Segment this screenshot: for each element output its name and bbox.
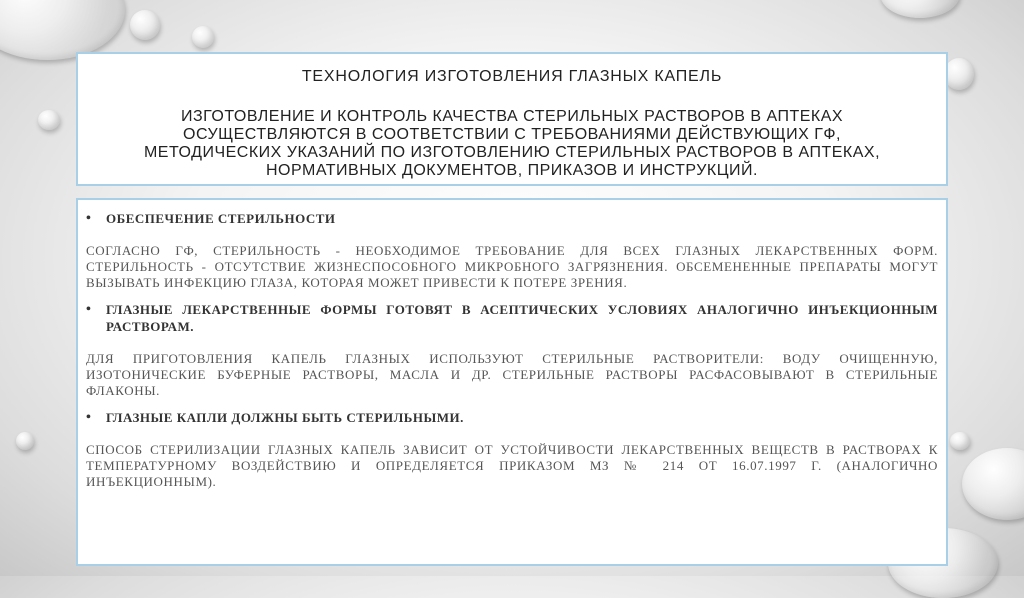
slide-title-box <box>76 52 948 186</box>
bullet-text: ГЛАЗНЫЕ ЛЕКАРСТВЕННЫЕ ФОРМЫ ГОТОВЯТ В АСЕПТИЧЕСКИХ УСЛОВИЯХ АНАЛОГИЧНО ИНЪЕКЦИОННЫМ РАСТВОРАМ. <box>106 302 938 334</box>
slide-content-box <box>76 198 948 566</box>
paragraph: СПОСОБ СТЕРИЛИЗАЦИИ ГЛАЗНЫХ КАПЕЛЬ ЗАВИСИТ ОТ УСТОЙЧИВОСТИ ЛЕКАРСТВЕННЫХ ВЕЩЕСТВ В РАСТВОРАХ К ТЕМПЕРАТУРНОМУ ВОЗДЕЙСТВИЮ И ОПРЕДЕЛЯЕТСЯ ПРИКАЗОМ МЗ № 214 ОТ 16.07.1997 Г. (АНАЛОГИЧНО ИНЪЕКЦИОННЫМ). <box>86 442 938 489</box>
bullet-point-icon: • <box>86 302 91 317</box>
water-drop-decoration <box>950 432 970 450</box>
paragraph: СОГЛАСНО ГФ, СТЕРИЛЬНОСТЬ - НЕОБХОДИМОЕ ТРЕБОВАНИЕ ДЛЯ ВСЕХ ГЛАЗНЫХ ЛЕКАРСТВЕННЫХ ФОРМ. СТЕРИЛЬНОСТЬ - ОТСУТСТВИЕ ЖИЗНЕСПОСОБНОГО МИКРОБНОГО ЗАГРЯЗНЕНИЯ. ОБСЕМЕНЕННЫЕ ПРЕПАРАТЫ МОГУТ ВЫЗЫВАТЬ ИНФЕКЦИЮ ГЛАЗА, КОТОРАЯ МОЖЕТ ПРИВЕСТИ К ПОТЕРЕ ЗРЕНИЯ. <box>86 243 938 290</box>
bullet-text: ОБЕСПЕЧЕНИЕ СТЕРИЛЬНОСТИ <box>106 211 336 226</box>
slide-subtitle: ИЗГОТОВЛЕНИЕ И КОНТРОЛЬ КАЧЕСТВА СТЕРИЛЬНЫХ РАСТВОРОВ В АПТЕКАХ ОСУЩЕСТВЛЯЮТСЯ В СООТВЕТСТВИИ С ТРЕБОВАНИЯМИ ДЕЙСТВУЮЩИХ ГФ, МЕТОДИЧЕСКИХ УКАЗАНИЙ ПО ИЗГОТОВЛЕНИЮ СТЕРИЛЬНЫХ РАСТВОРОВ В АПТЕКАХ, НОРМАТИВНЫХ ДОКУМЕНТОВ, ПРИКАЗОВ И ИНСТРУКЦИЙ. <box>143 108 881 179</box>
water-drop-decoration <box>16 432 34 450</box>
water-drop-decoration <box>962 448 1024 520</box>
bullet-point-icon: • <box>86 211 91 226</box>
bullet-text: ГЛАЗНЫЕ КАПЛИ ДОЛЖНЫ БЫТЬ СТЕРИЛЬНЫМИ. <box>106 410 464 425</box>
slide-title: ТЕХНОЛОГИЯ ИЗГОТОВЛЕНИЯ ГЛАЗНЫХ КАПЕЛЬ <box>301 68 723 85</box>
water-drop-decoration <box>192 26 214 48</box>
water-drop-decoration <box>38 110 60 130</box>
bullet-point-icon: • <box>86 410 91 425</box>
water-drop-decoration <box>130 10 160 40</box>
bullet-item <box>86 301 938 335</box>
water-drop-decoration <box>944 58 974 90</box>
water-drop-decoration <box>880 0 960 18</box>
bullet-item <box>86 210 938 227</box>
water-drop-decoration <box>0 0 125 60</box>
paragraph: ДЛЯ ПРИГОТОВЛЕНИЯ КАПЕЛЬ ГЛАЗНЫХ ИСПОЛЬЗУЮТ СТЕРИЛЬНЫЕ РАСТВОРИТЕЛИ: ВОДУ ОЧИЩЕННУЮ, ИЗОТОНИЧЕСКИЕ БУФЕРНЫЕ РАСТВОРЫ, МАСЛА И ДР. СТЕРИЛЬНЫЕ РАСТВОРЫ РАСФАСОВЫВАЮТ В СТЕРИЛЬНЫЕ ФЛАКОНЫ. <box>86 351 938 398</box>
bullet-item <box>86 409 938 426</box>
